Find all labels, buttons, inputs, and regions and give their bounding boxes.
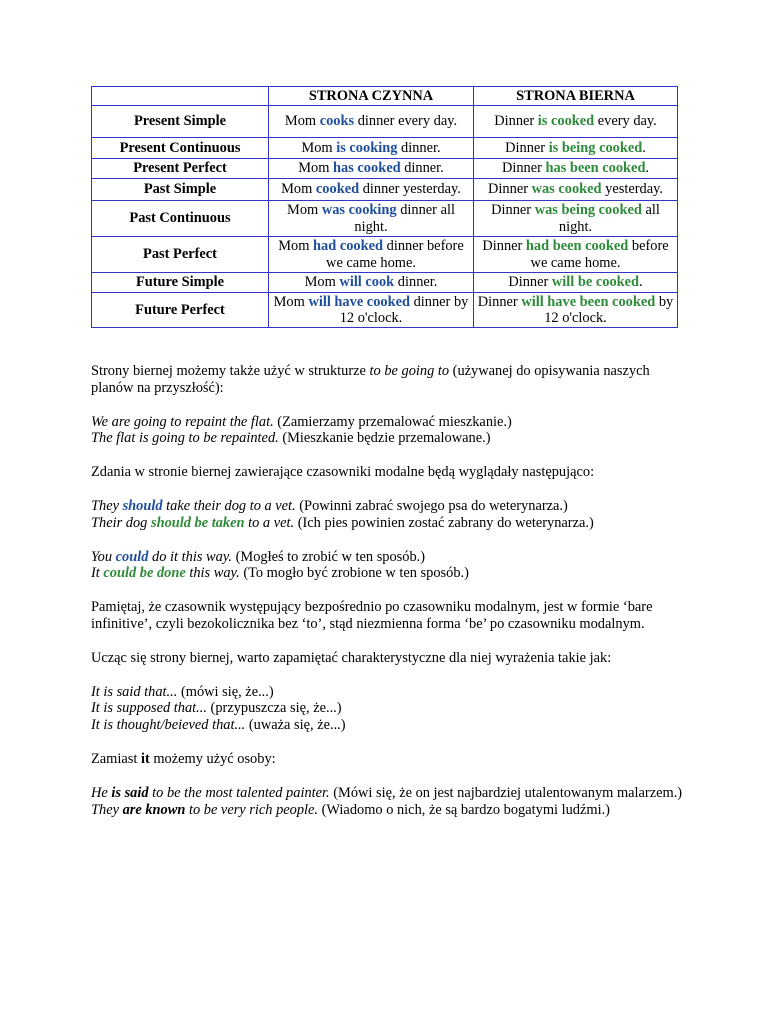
table-row	[92, 201, 678, 237]
paragraph-expressions: Ucząc się strony biernej, warto zapamiętać charakterystyczne dla niej wyrażenia takie jak:	[91, 649, 612, 666]
tense-name: Present Simple	[92, 106, 269, 138]
passive-example: Dinner will have been cooked by 12 o'clock.	[474, 293, 678, 328]
active-example: Mom cooks dinner every day.	[269, 106, 474, 138]
tense-table	[91, 86, 678, 328]
passive-example: Dinner had been cooked before we came home.	[474, 237, 678, 273]
passive-verb: will have been cooked	[521, 293, 656, 310]
tense-name: Past Perfect	[92, 237, 269, 273]
tense-name: Future Simple	[92, 273, 269, 293]
active-verb: was cooking	[321, 202, 397, 219]
tense-name: Present Perfect	[92, 159, 269, 179]
example-line: The flat is going to be repainted. (Mieszkanie będzie przemalowane.)	[91, 430, 491, 447]
table-row	[92, 273, 678, 293]
active-verb: will cook	[339, 274, 395, 291]
example-line: Their dog should be taken to a vet. (Ich pies powinien zostać zabrany do weterynarza.)	[91, 514, 594, 531]
active-verb: cooked	[315, 181, 360, 198]
passive-example: Dinner is cooked every day.	[474, 106, 678, 138]
passive-example: Dinner was being cooked all night.	[474, 201, 678, 237]
table-header-row	[92, 87, 678, 106]
active-verb: has cooked	[333, 160, 401, 177]
example-line: It could be done this way. (To mogło być zrobione w ten sposób.)	[91, 565, 469, 582]
table-row	[92, 106, 678, 138]
passive-verb: was being cooked	[534, 202, 642, 219]
passive-example: Dinner will be cooked.	[474, 273, 678, 293]
tense-name: Past Simple	[92, 179, 269, 201]
tense-name: Future Perfect	[92, 293, 269, 328]
active-example: Mom has cooked dinner.	[269, 159, 474, 179]
table-row	[92, 237, 678, 273]
table-row	[92, 179, 678, 201]
example-line: You could do it this way. (Mogłeś to zrobić w ten sposób.)	[91, 548, 426, 565]
passive-verb: had been cooked	[525, 238, 629, 255]
header-active: STRONA CZYNNA	[269, 87, 474, 106]
active-verb: cooks	[319, 113, 355, 130]
active-example: Mom will have cooked dinner by 12 o'clock.	[269, 293, 474, 328]
document-body	[91, 363, 691, 818]
example-line: It is supposed that... (przypuszcza się, że...)	[91, 700, 342, 717]
paragraph-bare-infinitive: Pamiętaj, że czasownik występujący bezpośrednio po czasowniku modalnym, jest w formie ‘bare infinitive’, czyli bezokolicznika bez ‘to’, stąd niezmienna forma ‘be’ po czasowniku modalnym.	[91, 599, 653, 632]
paragraph-modal: Zdania w stronie biernej zawierające czasowniki modalne będą wyglądały następująco:	[91, 464, 595, 481]
paragraph-going-to: Strony biernej możemy także użyć w strukturze to be going to (używanej do opisywania naszych planów na przyszłość):	[91, 363, 650, 396]
active-example: Mom is cooking dinner.	[269, 138, 474, 159]
active-example: Mom had cooked dinner before we came home.	[269, 237, 474, 273]
active-verb: will have cooked	[308, 293, 410, 310]
passive-verb: will be cooked	[551, 274, 640, 291]
passive-example: Dinner is being cooked.	[474, 138, 678, 159]
table-row	[92, 293, 678, 328]
tense-name: Past Continuous	[92, 201, 269, 237]
header-empty	[92, 87, 269, 106]
active-example: Mom will cook dinner.	[269, 273, 474, 293]
example-line: They should take their dog to a vet. (Powinni zabrać swojego psa do weterynarza.)	[91, 497, 568, 514]
example-line: We are going to repaint the flat. (Zamierzamy przemalować mieszkanie.)	[91, 413, 512, 430]
table-row	[92, 159, 678, 179]
example-line: They are known to be very rich people. (Wiadomo o nich, że są bardzo bogatymi ludźmi.)	[91, 801, 610, 818]
paragraph-person-subject: Zamiast it możemy użyć osoby:	[91, 750, 276, 767]
table-row	[92, 138, 678, 159]
header-passive: STRONA BIERNA	[474, 87, 678, 106]
passive-verb: is being cooked	[548, 139, 643, 156]
passive-example: Dinner was cooked yesterday.	[474, 179, 678, 201]
active-verb: had cooked	[313, 238, 384, 255]
active-example: Mom was cooking dinner all night.	[269, 201, 474, 237]
passive-example: Dinner has been cooked.	[474, 159, 678, 179]
example-line: It is thought/beieved that... (uważa się, że...)	[91, 717, 346, 734]
passive-verb: is cooked	[537, 113, 595, 130]
example-line: He is said to be the most talented painter. (Mówi się, że on jest najbardziej utalentowanym malarzem.)	[91, 784, 683, 801]
example-line: It is said that... (mówi się, że...)	[91, 683, 274, 700]
passive-verb: has been cooked	[545, 160, 646, 177]
active-example: Mom cooked dinner yesterday.	[269, 179, 474, 201]
passive-verb: was cooked	[531, 181, 602, 198]
active-verb: is cooking	[336, 139, 398, 156]
tense-name: Present Continuous	[92, 138, 269, 159]
